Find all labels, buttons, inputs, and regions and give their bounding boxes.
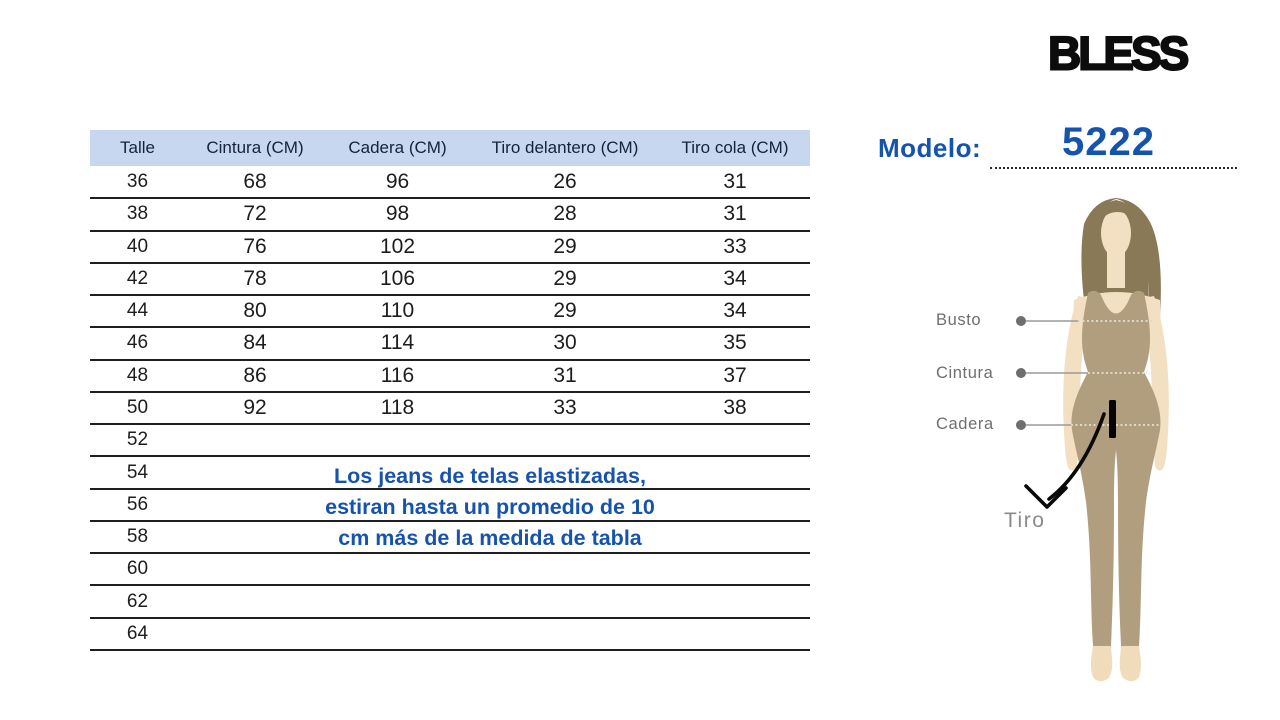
table-row [90, 489, 810, 521]
right-foot-shape [1120, 646, 1141, 681]
measure-cell [325, 585, 470, 617]
header-tiro-delantero: Tiro delantero (CM) [491, 138, 639, 157]
header-talle: Talle [120, 138, 155, 157]
measure-cell: 33 [723, 234, 747, 258]
measure-cell [325, 456, 470, 488]
measure-cell: 86 [243, 363, 267, 387]
measure-cell: 116 [380, 363, 415, 387]
measure-cell [185, 585, 325, 617]
busto-dot [1016, 316, 1026, 326]
measure-cell [660, 521, 810, 553]
measure-cell: 29 [553, 299, 577, 323]
size-cell: 50 [126, 396, 149, 418]
size-cell: 36 [126, 170, 149, 192]
measure-cell: 31 [723, 202, 747, 226]
measure-cell [185, 521, 325, 553]
cadera-label: Cadera [936, 415, 994, 433]
measure-cell [660, 456, 810, 488]
hair-shape [1081, 198, 1160, 319]
measure-cell: 28 [553, 202, 577, 226]
measure-cell: 31 [723, 169, 747, 193]
left-foot-shape [1091, 646, 1112, 681]
measure-cell: 114 [380, 331, 415, 355]
header-cintura: Cintura (CM) [206, 138, 304, 157]
size-cell: 38 [126, 203, 149, 225]
stretch-note-line-1: Los jeans de telas elastizadas, [334, 464, 646, 488]
table-row [90, 327, 810, 359]
cadera-dot [1016, 420, 1026, 430]
measure-cell: 96 [385, 169, 410, 193]
table-row [90, 456, 810, 488]
size-table-body [90, 166, 810, 650]
measure-cell: 92 [243, 395, 267, 419]
measure-cell: 80 [243, 299, 267, 323]
measure-cell [660, 424, 810, 456]
measure-cell [325, 489, 470, 521]
measure-cell: 38 [723, 395, 747, 419]
measure-cell [470, 553, 660, 585]
size-cell: 58 [126, 526, 149, 548]
measure-cell [660, 618, 810, 650]
measure-cell [470, 585, 660, 617]
tiro-arrowhead [1026, 486, 1066, 507]
model-underline [990, 152, 1237, 169]
measure-cell: 72 [243, 202, 267, 226]
measure-cell [325, 553, 470, 585]
measure-cell: 26 [553, 169, 577, 193]
measure-cell: 110 [380, 299, 415, 323]
size-cell: 56 [126, 493, 149, 515]
measure-cell: 102 [379, 234, 416, 258]
measure-cell: 29 [553, 266, 577, 290]
table-row [90, 263, 810, 295]
cintura-dot [1016, 368, 1026, 378]
tiro-arrow-curve [1049, 414, 1104, 499]
measure-cell: 31 [553, 363, 577, 387]
model-label: Modelo: [878, 133, 982, 163]
measure-cell: 84 [243, 331, 267, 355]
stretch-note-line-2: estiran hasta un promedio de 10 [325, 495, 655, 520]
measure-cell: 118 [380, 395, 415, 419]
left-arm-shape [1063, 296, 1088, 470]
measure-cell [185, 456, 325, 488]
measure-cell [470, 424, 660, 456]
brand-logo: BLESS [1048, 26, 1187, 80]
measure-cell: 33 [553, 395, 577, 419]
table-row [90, 360, 810, 392]
body-illustration [890, 190, 1250, 695]
measure-cell: 29 [553, 234, 577, 258]
size-cell: 46 [126, 332, 149, 354]
hair-fringe [1100, 207, 1136, 228]
measure-cell [325, 521, 470, 553]
size-cell: 42 [126, 267, 149, 289]
measure-cell: 106 [379, 266, 416, 290]
measure-cell [660, 553, 810, 585]
measure-cell: 37 [723, 363, 747, 387]
size-cell: 44 [126, 300, 149, 322]
measure-cell [660, 585, 810, 617]
measure-cell [470, 521, 660, 553]
table-row [90, 166, 810, 198]
measure-cell: 98 [385, 202, 410, 226]
measure-cell [470, 489, 660, 521]
measure-cell [185, 489, 325, 521]
size-cell: 54 [126, 461, 149, 483]
measure-cell [185, 553, 325, 585]
table-row [90, 392, 810, 424]
tiro-marker-bar [1109, 400, 1116, 438]
size-table [90, 130, 810, 651]
model-number: 5222 [1062, 120, 1155, 164]
measure-cell: 76 [243, 234, 267, 258]
measure-cell: 35 [723, 331, 747, 355]
measure-cell [470, 456, 660, 488]
measure-cell: 34 [723, 299, 747, 323]
measure-cell: 78 [243, 266, 267, 290]
table-row [90, 295, 810, 327]
measure-cell [325, 618, 470, 650]
table-row [90, 618, 810, 650]
face-shape [1101, 209, 1131, 257]
measure-cell [185, 424, 325, 456]
measure-cell: 30 [553, 331, 577, 355]
size-cell: 62 [126, 590, 149, 612]
table-header-row [90, 130, 810, 166]
table-row [90, 521, 810, 553]
busto-label: Busto [936, 311, 982, 329]
measure-cell: 68 [243, 169, 267, 193]
cintura-label: Cintura [936, 364, 994, 382]
table-row [90, 553, 810, 585]
neck-shape [1107, 242, 1125, 288]
size-cell: 40 [126, 235, 149, 257]
right-arm-shape [1144, 296, 1169, 470]
size-cell: 60 [126, 558, 149, 580]
header-cadera: Cadera (CM) [348, 138, 447, 157]
tiro-label: Tiro [1004, 509, 1046, 532]
size-cell: 48 [126, 364, 149, 386]
size-cell: 64 [126, 622, 149, 644]
header-tiro-cola: Tiro cola (CM) [681, 138, 789, 157]
table-row [90, 585, 810, 617]
measure-cell [185, 618, 325, 650]
table-row [90, 231, 810, 263]
bodysuit-shape [1072, 291, 1161, 646]
table-row [90, 424, 810, 456]
size-cell: 52 [126, 429, 149, 451]
measure-cell [470, 618, 660, 650]
measure-cell: 34 [723, 266, 747, 290]
chest-shape [1072, 292, 1161, 342]
stretch-note-line-3: cm más de la medida de tabla [338, 526, 642, 551]
table-row [90, 198, 810, 230]
measure-cell [660, 489, 810, 521]
measure-cell [325, 424, 470, 456]
